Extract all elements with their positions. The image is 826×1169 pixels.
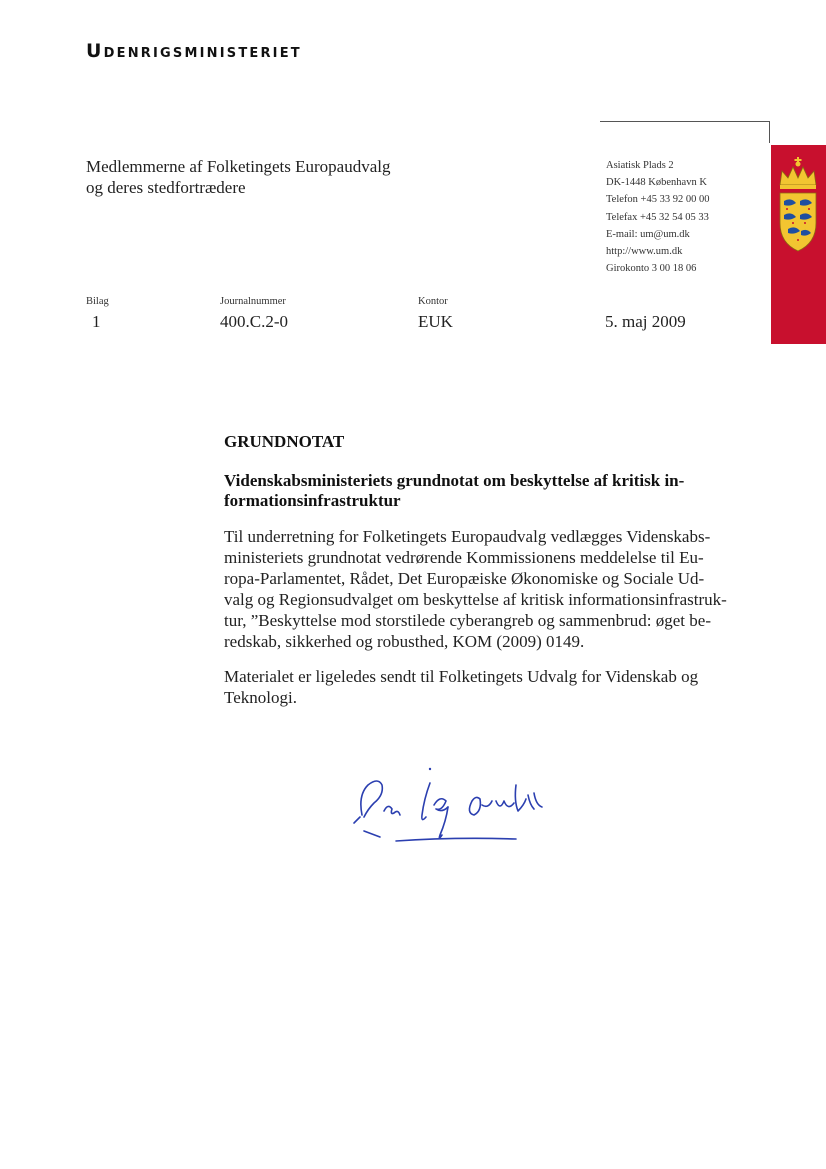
paragraph-line: Teknologi. [224, 688, 297, 707]
contact-city: DK-1448 København K [606, 177, 707, 189]
contact-fax: Telefax +45 32 54 05 33 [606, 211, 709, 223]
coat-of-arms-icon [771, 145, 826, 344]
coat-of-arms-banner [771, 145, 826, 344]
contact-web: http://www.um.dk [606, 246, 683, 258]
bilag-label: Bilag [86, 296, 109, 307]
signature-icon [344, 765, 584, 855]
document-subtitle [224, 471, 734, 511]
contact-address: Asiatisk Plads 2 [606, 160, 674, 171]
contact-giro: Girokonto 3 00 18 06 [606, 263, 697, 275]
contact-phone: Telefon +45 33 92 00 00 [606, 194, 710, 206]
bilag-value: 1 [92, 312, 101, 331]
contact-block [606, 157, 709, 277]
paragraph-line: Til underretning for Folketingets Europaudvalg vedlægges Videnskabs- [224, 527, 711, 546]
paragraph-line: tur, ”Beskyttelse mod storstilede cyberangreb og sammenbrud: øget be- [224, 611, 711, 630]
paragraph-line: ministeriets grundnotat vedrørende Kommissionens meddelelse til Eu- [224, 548, 704, 567]
paragraph-line: redskab, sikkerhed og robusthed, KOM (2009) 0149. [224, 632, 585, 651]
kontor-value: EUK [418, 312, 453, 331]
contact-email: E-mail: um@um.dk [606, 228, 690, 240]
recipient-line-2: og deres stedfortrædere [86, 178, 246, 197]
paragraph-line: Materialet er ligeledes sendt til Folketingets Udvalg for Videnskab og [224, 667, 699, 686]
signature [344, 765, 584, 860]
contact-divider [600, 121, 770, 122]
recipient-block [86, 156, 391, 198]
subtitle-line-1: Videnskabsministeriets grundnotat om beskyttelse af kritisk in- [224, 471, 685, 490]
document-date: 5. maj 2009 [605, 312, 686, 331]
journal-label: Journalnummer [220, 296, 286, 307]
contact-divider-vertical [769, 121, 770, 143]
kontor-label: Kontor [418, 296, 448, 307]
document-title: GRUNDNOTAT [224, 432, 345, 451]
journal-value: 400.C.2-0 [220, 312, 288, 331]
paragraph-2 [224, 666, 744, 708]
paragraph-1 [224, 526, 744, 652]
ministry-header: Udenrigsministeriet [86, 40, 302, 62]
subtitle-line-2: formationsinfrastruktur [224, 491, 401, 510]
paragraph-line: ropa-Parlamentet, Rådet, Det Europæiske Økonomiske og Sociale Ud- [224, 569, 705, 588]
paragraph-line: valg og Regionsudvalget om beskyttelse af kritisk informationsinfrastruk- [224, 590, 727, 609]
recipient-line-1: Medlemmerne af Folketingets Europaudvalg [86, 157, 391, 176]
